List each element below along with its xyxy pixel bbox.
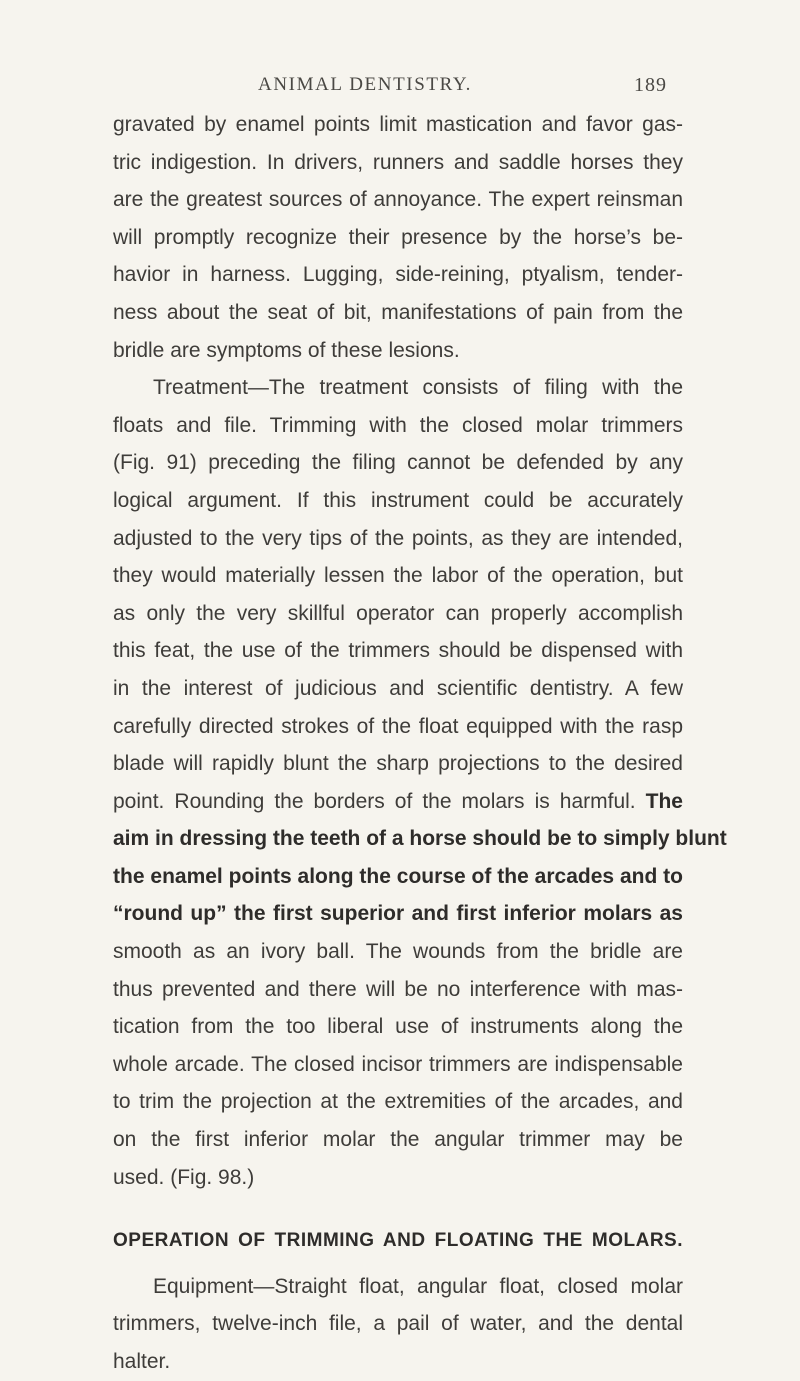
text-line: floats and file. Trimming with the closed molar trimmers [113,413,683,437]
text-line: on the first inferior molar the angular trimmer may be [113,1128,683,1152]
text-line: thus prevented and there will be no interference with mas- [113,977,683,1001]
text-line: carefully directed strokes of the float equipped with the rasp [113,714,683,738]
running-head [0,74,800,104]
text-line: this feat, the use of the trimmers should be dispensed with [113,639,683,663]
text-line: bridle are symptoms of these lesions. [113,338,460,362]
text-line: they would materially lessen the labor of the operation, but [113,564,683,588]
text-line: will promptly recognize their presence by the horse’s be- [113,225,683,249]
text-line: whole arcade. The closed incisor trimmers are indispensable [113,1052,683,1076]
bold-text-line: aim in dressing the teeth of a horse should be to simply blunt [113,827,727,851]
running-title: ANIMAL DENTISTRY. [258,74,473,95]
text-line: gravated by enamel points limit mastication and favor gas- [113,113,683,136]
text-line: are the greatest sources of annoyance. The expert reinsman [113,188,683,212]
text-line: ness about the seat of bit, manifestations of pain from the [113,300,683,324]
equipment-paragraph-start: Equipment—Straight float, angular float, closed molar [153,1274,683,1298]
text-line: halter. [113,1350,171,1373]
page-number: 189 [634,74,667,96]
text-line: (Fig. 91) preceding the filing cannot be defended by any [113,451,683,475]
text-line: smooth as an ivory ball. The wounds from the bridle are [113,940,683,964]
treatment-paragraph-start: Treatment—The treatment consists of filing with the [153,376,683,400]
text-line: tric indigestion. In drivers, runners and saddle horses they [113,150,683,174]
section-heading: OPERATION OF TRIMMING AND FLOATING THE MOLARS. [113,1230,683,1252]
text-line: blade will rapidly blunt the sharp projections to the desired [113,752,683,776]
text-line: used. (Fig. 98.) [113,1165,255,1189]
text-line: adjusted to the very tips of the points, as they are intended, [113,526,683,550]
text-line: as only the very skillful operator can properly accomplish [113,601,683,625]
body-text [113,106,727,1381]
text-line: to trim the projection at the extremities of the arcades, and [113,1090,683,1114]
bold-text-line: the enamel points along the course of the arcades and to [113,864,683,888]
text-span: point. Rounding the borders of the molars is harmful. [113,789,636,813]
text-line-mixed [113,783,683,821]
text-line: havior in harness. Lugging, side-reining, ptyalism, tender- [113,263,683,287]
text-line: tication from the too liberal use of instruments along the [113,1015,683,1039]
text-line: trimmers, twelve-inch file, a pail of water, and the dental [113,1312,683,1336]
bold-text-line: “round up” the first superior and first inferior molars as [113,902,683,926]
bold-span: The [645,789,683,813]
text-line: in the interest of judicious and scientific dentistry. A few [113,676,683,700]
text-line: logical argument. If this instrument could be accurately [113,488,683,512]
